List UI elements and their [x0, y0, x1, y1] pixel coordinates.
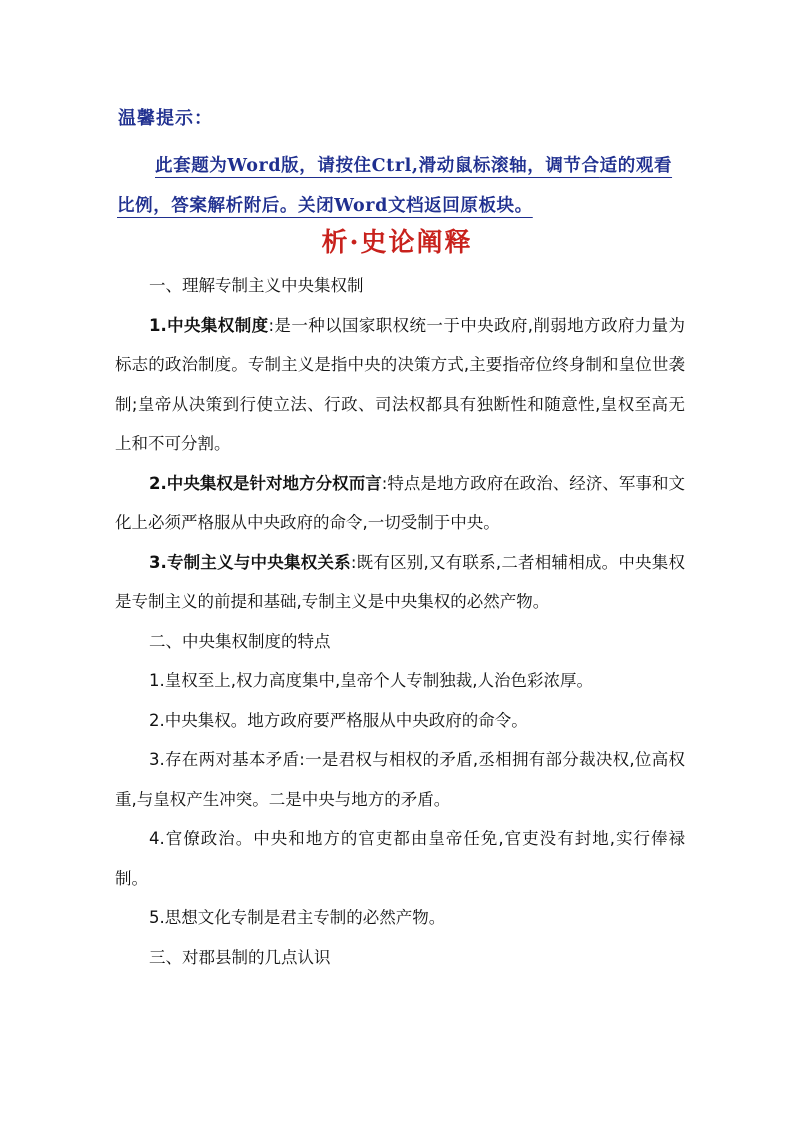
paragraph-3 — [115, 543, 685, 622]
paragraph-3-label: 3.专制主义与中央集权关系 — [149, 552, 351, 572]
heading-2: 二、中央集权制度的特点 — [149, 631, 331, 651]
paragraph-3-text: :既有区别,又有联系,二者相辅相成。中央集权是专制主义的前提和基础,专制主义是中央集权的必然产物。 — [115, 552, 685, 611]
heading-3: 三、对郡县制的几点认识 — [149, 947, 331, 967]
paragraph-1-label: 1.中央集权制度 — [149, 315, 269, 335]
feature-3: 3.存在两对基本矛盾:一是君权与相权的矛盾,丞相拥有部分裁决权,位高权重,与皇权产生冲突。二是中央与地方的矛盾。 — [115, 750, 685, 809]
notice-line-1: 此套题为Word版，请按住Ctrl,滑动鼠标滚轴，调节合 — [155, 156, 600, 176]
feature-5: 5.思想文化专制是君主专制的必然产物。 — [149, 908, 446, 927]
section-title: 析·史论阐释 — [321, 228, 473, 258]
paragraph-1 — [115, 306, 685, 464]
notice-line-2: 适的观看比例，答案解析附后。关闭Word文档返回原板块。 — [117, 156, 673, 216]
paragraph-2 — [115, 464, 685, 543]
paragraph-2-text: :特点是地方政府在政治、经济、军事和文化上必须严格服从中央政府的命令,一切受制于中央。 — [115, 473, 686, 532]
paragraph-1-text: :是一种以国家职权统一于中央政府,削弱地方政府力量为标志的政治制度。专制主义是指中央的决策方式,主要指帝位终身制和皇位世袭制;皇帝从决策到行使立法、行政、司法权都具有独断性和随意性,皇权至高无上和不可分割。 — [115, 315, 686, 453]
heading-1: 一、理解专制主义中央集权制 — [149, 276, 364, 295]
notice-body — [117, 146, 683, 226]
feature-2: 2.中央集权。地方政府要严格服从中央政府的命令。 — [149, 710, 528, 730]
paragraph-2-label: 2.中央集权是针对地方分权而言 — [149, 473, 382, 493]
feature-4: 4.官僚政治。中央和地方的官吏都由皇帝任免,官吏没有封地,实行俸禄制。 — [115, 829, 685, 888]
document-body — [115, 266, 685, 977]
feature-1: 1.皇权至上,权力高度集中,皇帝个人专制独裁,人治色彩浓厚。 — [149, 671, 593, 690]
notice-title: 温馨提示： — [118, 108, 213, 129]
